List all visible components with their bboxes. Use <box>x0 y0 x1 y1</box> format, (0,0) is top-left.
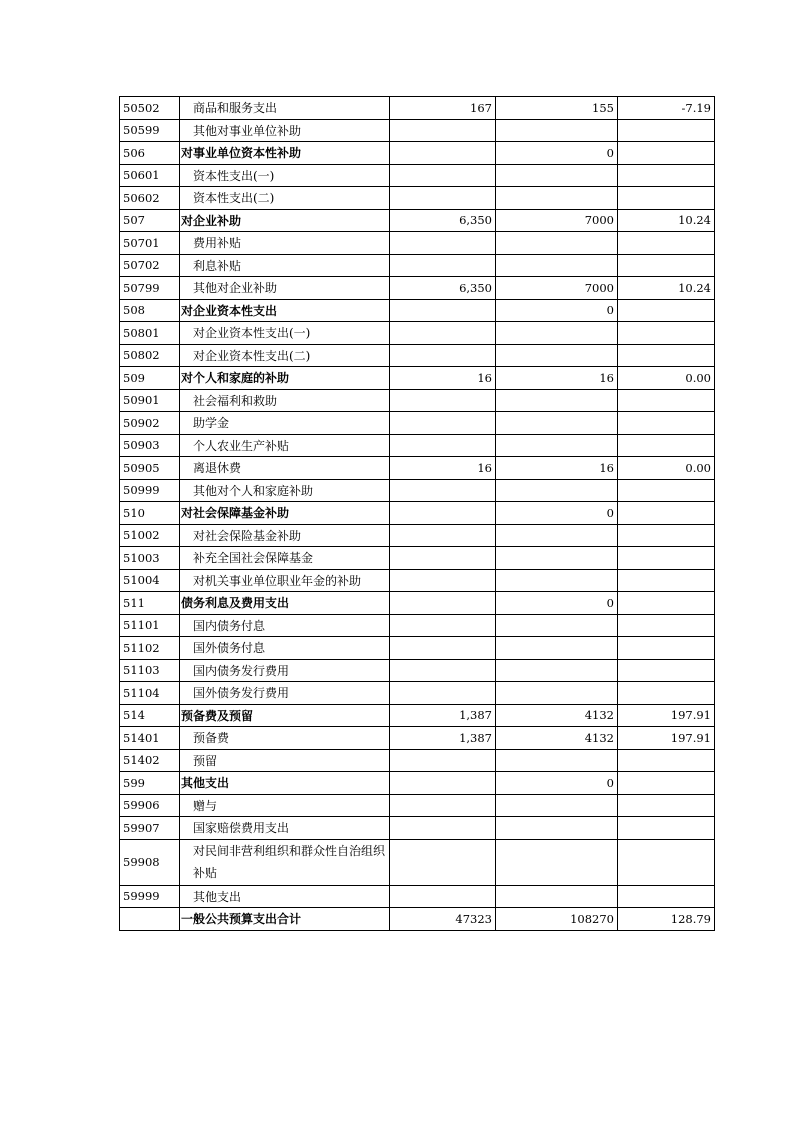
row-value-1 <box>390 479 496 502</box>
row-value-1 <box>390 547 496 570</box>
table-row <box>120 412 715 435</box>
row-code: 50902 <box>120 412 180 435</box>
row-value-1 <box>390 614 496 637</box>
row-value-3 <box>618 412 715 435</box>
row-value-1 <box>390 434 496 457</box>
row-value-1 <box>390 524 496 547</box>
row-item-name: 利息补贴 <box>180 254 390 277</box>
row-value-2 <box>496 164 618 187</box>
row-value-2 <box>496 749 618 772</box>
row-code: 59907 <box>120 817 180 840</box>
row-value-2 <box>496 794 618 817</box>
row-item-name: 对个人和家庭的补助 <box>180 367 390 390</box>
row-item-name: 个人农业生产补贴 <box>180 434 390 457</box>
table-row <box>120 344 715 367</box>
row-value-3: 0.00 <box>618 457 715 480</box>
row-item-name: 其他对个人和家庭补助 <box>180 479 390 502</box>
row-value-3: 10.24 <box>618 209 715 232</box>
row-value-3 <box>618 614 715 637</box>
row-item-name: 补充全国社会保障基金 <box>180 547 390 570</box>
row-code: 599 <box>120 772 180 795</box>
row-value-1 <box>390 344 496 367</box>
table-row <box>120 97 715 120</box>
row-code: 50801 <box>120 322 180 345</box>
row-value-2: 4132 <box>496 727 618 750</box>
row-value-1 <box>390 839 496 885</box>
row-item-name: 对机关事业单位职业年金的补助 <box>180 569 390 592</box>
row-value-2: 0 <box>496 772 618 795</box>
row-code: 50502 <box>120 97 180 120</box>
row-value-2: 0 <box>496 299 618 322</box>
row-item-name: 对社会保障基金补助 <box>180 502 390 525</box>
row-item-name: 对企业补助 <box>180 209 390 232</box>
row-value-2 <box>496 344 618 367</box>
row-value-1 <box>390 299 496 322</box>
row-value-2 <box>496 322 618 345</box>
table-row <box>120 434 715 457</box>
row-value-3 <box>618 637 715 660</box>
row-value-2: 4132 <box>496 704 618 727</box>
row-value-2 <box>496 547 618 570</box>
table-row <box>120 209 715 232</box>
row-item-name: 对企业资本性支出(二) <box>180 344 390 367</box>
row-item-name: 债务利息及费用支出 <box>180 592 390 615</box>
table-row <box>120 839 715 885</box>
row-value-2 <box>496 479 618 502</box>
row-value-3 <box>618 524 715 547</box>
row-code: 51003 <box>120 547 180 570</box>
row-code: 51401 <box>120 727 180 750</box>
row-value-2 <box>496 659 618 682</box>
row-value-2 <box>496 682 618 705</box>
row-value-3: 10.24 <box>618 277 715 300</box>
row-item-name: 预备费及预留 <box>180 704 390 727</box>
table-row <box>120 569 715 592</box>
row-value-1 <box>390 502 496 525</box>
table-row <box>120 637 715 660</box>
row-value-2: 7000 <box>496 209 618 232</box>
row-value-3 <box>618 299 715 322</box>
row-value-3 <box>618 569 715 592</box>
row-value-1 <box>390 592 496 615</box>
row-value-2 <box>496 885 618 908</box>
row-item-name: 其他支出 <box>180 885 390 908</box>
row-value-1 <box>390 637 496 660</box>
row-item-name: 社会福利和救助 <box>180 389 390 412</box>
row-value-3: 197.91 <box>618 704 715 727</box>
row-value-2 <box>496 187 618 210</box>
row-item-name: 国内债务付息 <box>180 614 390 637</box>
row-value-2: 0 <box>496 142 618 165</box>
row-value-1 <box>390 187 496 210</box>
row-value-3: -7.19 <box>618 97 715 120</box>
row-code: 51002 <box>120 524 180 547</box>
row-code: 59908 <box>120 839 180 885</box>
row-value-1 <box>390 389 496 412</box>
table-row <box>120 299 715 322</box>
row-value-3 <box>618 682 715 705</box>
row-value-2 <box>496 569 618 592</box>
row-value-2: 0 <box>496 592 618 615</box>
table-row <box>120 749 715 772</box>
row-value-2 <box>496 817 618 840</box>
table-row <box>120 232 715 255</box>
row-code: 510 <box>120 502 180 525</box>
row-value-3: 128.79 <box>618 908 715 931</box>
row-value-2 <box>496 254 618 277</box>
row-value-2: 16 <box>496 457 618 480</box>
row-code: 50903 <box>120 434 180 457</box>
row-value-1 <box>390 885 496 908</box>
row-value-3: 197.91 <box>618 727 715 750</box>
row-item-name: 其他支出 <box>180 772 390 795</box>
table-row <box>120 885 715 908</box>
row-value-3 <box>618 659 715 682</box>
row-value-2: 155 <box>496 97 618 120</box>
row-value-3 <box>618 547 715 570</box>
table-row <box>120 254 715 277</box>
table-row <box>120 614 715 637</box>
row-item-name: 助学金 <box>180 412 390 435</box>
row-value-3 <box>618 592 715 615</box>
row-code: 59906 <box>120 794 180 817</box>
row-value-1 <box>390 817 496 840</box>
row-item-name: 资本性支出(一) <box>180 164 390 187</box>
row-code <box>120 908 180 931</box>
table-row <box>120 277 715 300</box>
row-value-1 <box>390 569 496 592</box>
row-item-name: 商品和服务支出 <box>180 97 390 120</box>
row-value-1: 167 <box>390 97 496 120</box>
row-item-name: 国内债务发行费用 <box>180 659 390 682</box>
row-item-name: 其他对企业补助 <box>180 277 390 300</box>
row-value-2 <box>496 232 618 255</box>
row-code: 50905 <box>120 457 180 480</box>
row-item-name: 一般公共预算支出合计 <box>180 908 390 931</box>
row-value-3 <box>618 389 715 412</box>
row-value-1 <box>390 232 496 255</box>
row-item-name: 赠与 <box>180 794 390 817</box>
row-code: 51101 <box>120 614 180 637</box>
table-row <box>120 908 715 931</box>
row-value-1 <box>390 164 496 187</box>
row-code: 50599 <box>120 119 180 142</box>
row-value-2 <box>496 637 618 660</box>
row-value-2 <box>496 614 618 637</box>
table-row <box>120 704 715 727</box>
table-body <box>120 97 715 931</box>
row-item-name: 资本性支出(二) <box>180 187 390 210</box>
row-value-1: 47323 <box>390 908 496 931</box>
row-code: 50602 <box>120 187 180 210</box>
row-value-3 <box>618 839 715 885</box>
budget-expenditure-table <box>119 96 715 931</box>
row-item-name: 对民间非营利组织和群众性自治组织补贴 <box>180 839 390 885</box>
row-value-1: 6,350 <box>390 209 496 232</box>
table-row <box>120 659 715 682</box>
row-item-name: 对企业资本性支出(一) <box>180 322 390 345</box>
row-code: 50701 <box>120 232 180 255</box>
row-value-2: 7000 <box>496 277 618 300</box>
table-row <box>120 164 715 187</box>
table-row <box>120 457 715 480</box>
row-value-2 <box>496 434 618 457</box>
table-row <box>120 142 715 165</box>
row-value-3 <box>618 479 715 502</box>
row-value-1 <box>390 322 496 345</box>
row-value-1: 16 <box>390 457 496 480</box>
row-code: 508 <box>120 299 180 322</box>
row-value-2 <box>496 119 618 142</box>
table-row <box>120 592 715 615</box>
table-row <box>120 682 715 705</box>
row-value-3 <box>618 232 715 255</box>
row-item-name: 对事业单位资本性补助 <box>180 142 390 165</box>
row-value-2 <box>496 412 618 435</box>
row-code: 50901 <box>120 389 180 412</box>
table-row <box>120 794 715 817</box>
table-row <box>120 322 715 345</box>
row-value-3 <box>618 794 715 817</box>
row-value-3 <box>618 187 715 210</box>
row-value-2 <box>496 524 618 547</box>
row-item-name: 国外债务发行费用 <box>180 682 390 705</box>
row-value-1: 1,387 <box>390 727 496 750</box>
row-value-1 <box>390 119 496 142</box>
row-code: 51102 <box>120 637 180 660</box>
table-row <box>120 367 715 390</box>
row-value-3 <box>618 772 715 795</box>
row-code: 50702 <box>120 254 180 277</box>
row-value-3 <box>618 749 715 772</box>
table-row <box>120 772 715 795</box>
row-value-2: 16 <box>496 367 618 390</box>
row-value-3 <box>618 119 715 142</box>
row-value-1: 6,350 <box>390 277 496 300</box>
row-code: 507 <box>120 209 180 232</box>
table-row <box>120 479 715 502</box>
table-row <box>120 817 715 840</box>
row-item-name: 国家赔偿费用支出 <box>180 817 390 840</box>
row-value-3 <box>618 502 715 525</box>
table-row <box>120 524 715 547</box>
row-item-name: 对社会保险基金补助 <box>180 524 390 547</box>
table-row <box>120 547 715 570</box>
row-code: 50799 <box>120 277 180 300</box>
row-code: 506 <box>120 142 180 165</box>
row-code: 50999 <box>120 479 180 502</box>
row-value-3 <box>618 254 715 277</box>
row-item-name: 其他对事业单位补助 <box>180 119 390 142</box>
row-item-name: 预备费 <box>180 727 390 750</box>
row-value-1: 1,387 <box>390 704 496 727</box>
row-code: 51004 <box>120 569 180 592</box>
table-row <box>120 727 715 750</box>
row-value-1: 16 <box>390 367 496 390</box>
table-row <box>120 119 715 142</box>
row-value-3 <box>618 434 715 457</box>
row-item-name: 离退休费 <box>180 457 390 480</box>
row-value-1 <box>390 794 496 817</box>
row-value-1 <box>390 254 496 277</box>
row-value-1 <box>390 682 496 705</box>
row-code: 51104 <box>120 682 180 705</box>
table-row <box>120 502 715 525</box>
row-value-3 <box>618 142 715 165</box>
row-value-3 <box>618 885 715 908</box>
row-value-3 <box>618 817 715 840</box>
row-value-2 <box>496 389 618 412</box>
row-value-3 <box>618 164 715 187</box>
table-row <box>120 187 715 210</box>
row-value-1 <box>390 412 496 435</box>
row-code: 51103 <box>120 659 180 682</box>
row-item-name: 对企业资本性支出 <box>180 299 390 322</box>
row-value-1 <box>390 659 496 682</box>
row-code: 511 <box>120 592 180 615</box>
row-code: 50802 <box>120 344 180 367</box>
row-code: 50601 <box>120 164 180 187</box>
row-code: 509 <box>120 367 180 390</box>
row-value-2: 0 <box>496 502 618 525</box>
row-code: 51402 <box>120 749 180 772</box>
row-value-1 <box>390 772 496 795</box>
row-value-3 <box>618 344 715 367</box>
row-code: 59999 <box>120 885 180 908</box>
row-item-name: 国外债务付息 <box>180 637 390 660</box>
row-code: 514 <box>120 704 180 727</box>
row-value-1 <box>390 749 496 772</box>
row-value-2 <box>496 839 618 885</box>
row-item-name: 预留 <box>180 749 390 772</box>
row-value-1 <box>390 142 496 165</box>
table-row <box>120 389 715 412</box>
row-value-3: 0.00 <box>618 367 715 390</box>
row-value-3 <box>618 322 715 345</box>
row-value-2: 108270 <box>496 908 618 931</box>
row-item-name: 费用补贴 <box>180 232 390 255</box>
